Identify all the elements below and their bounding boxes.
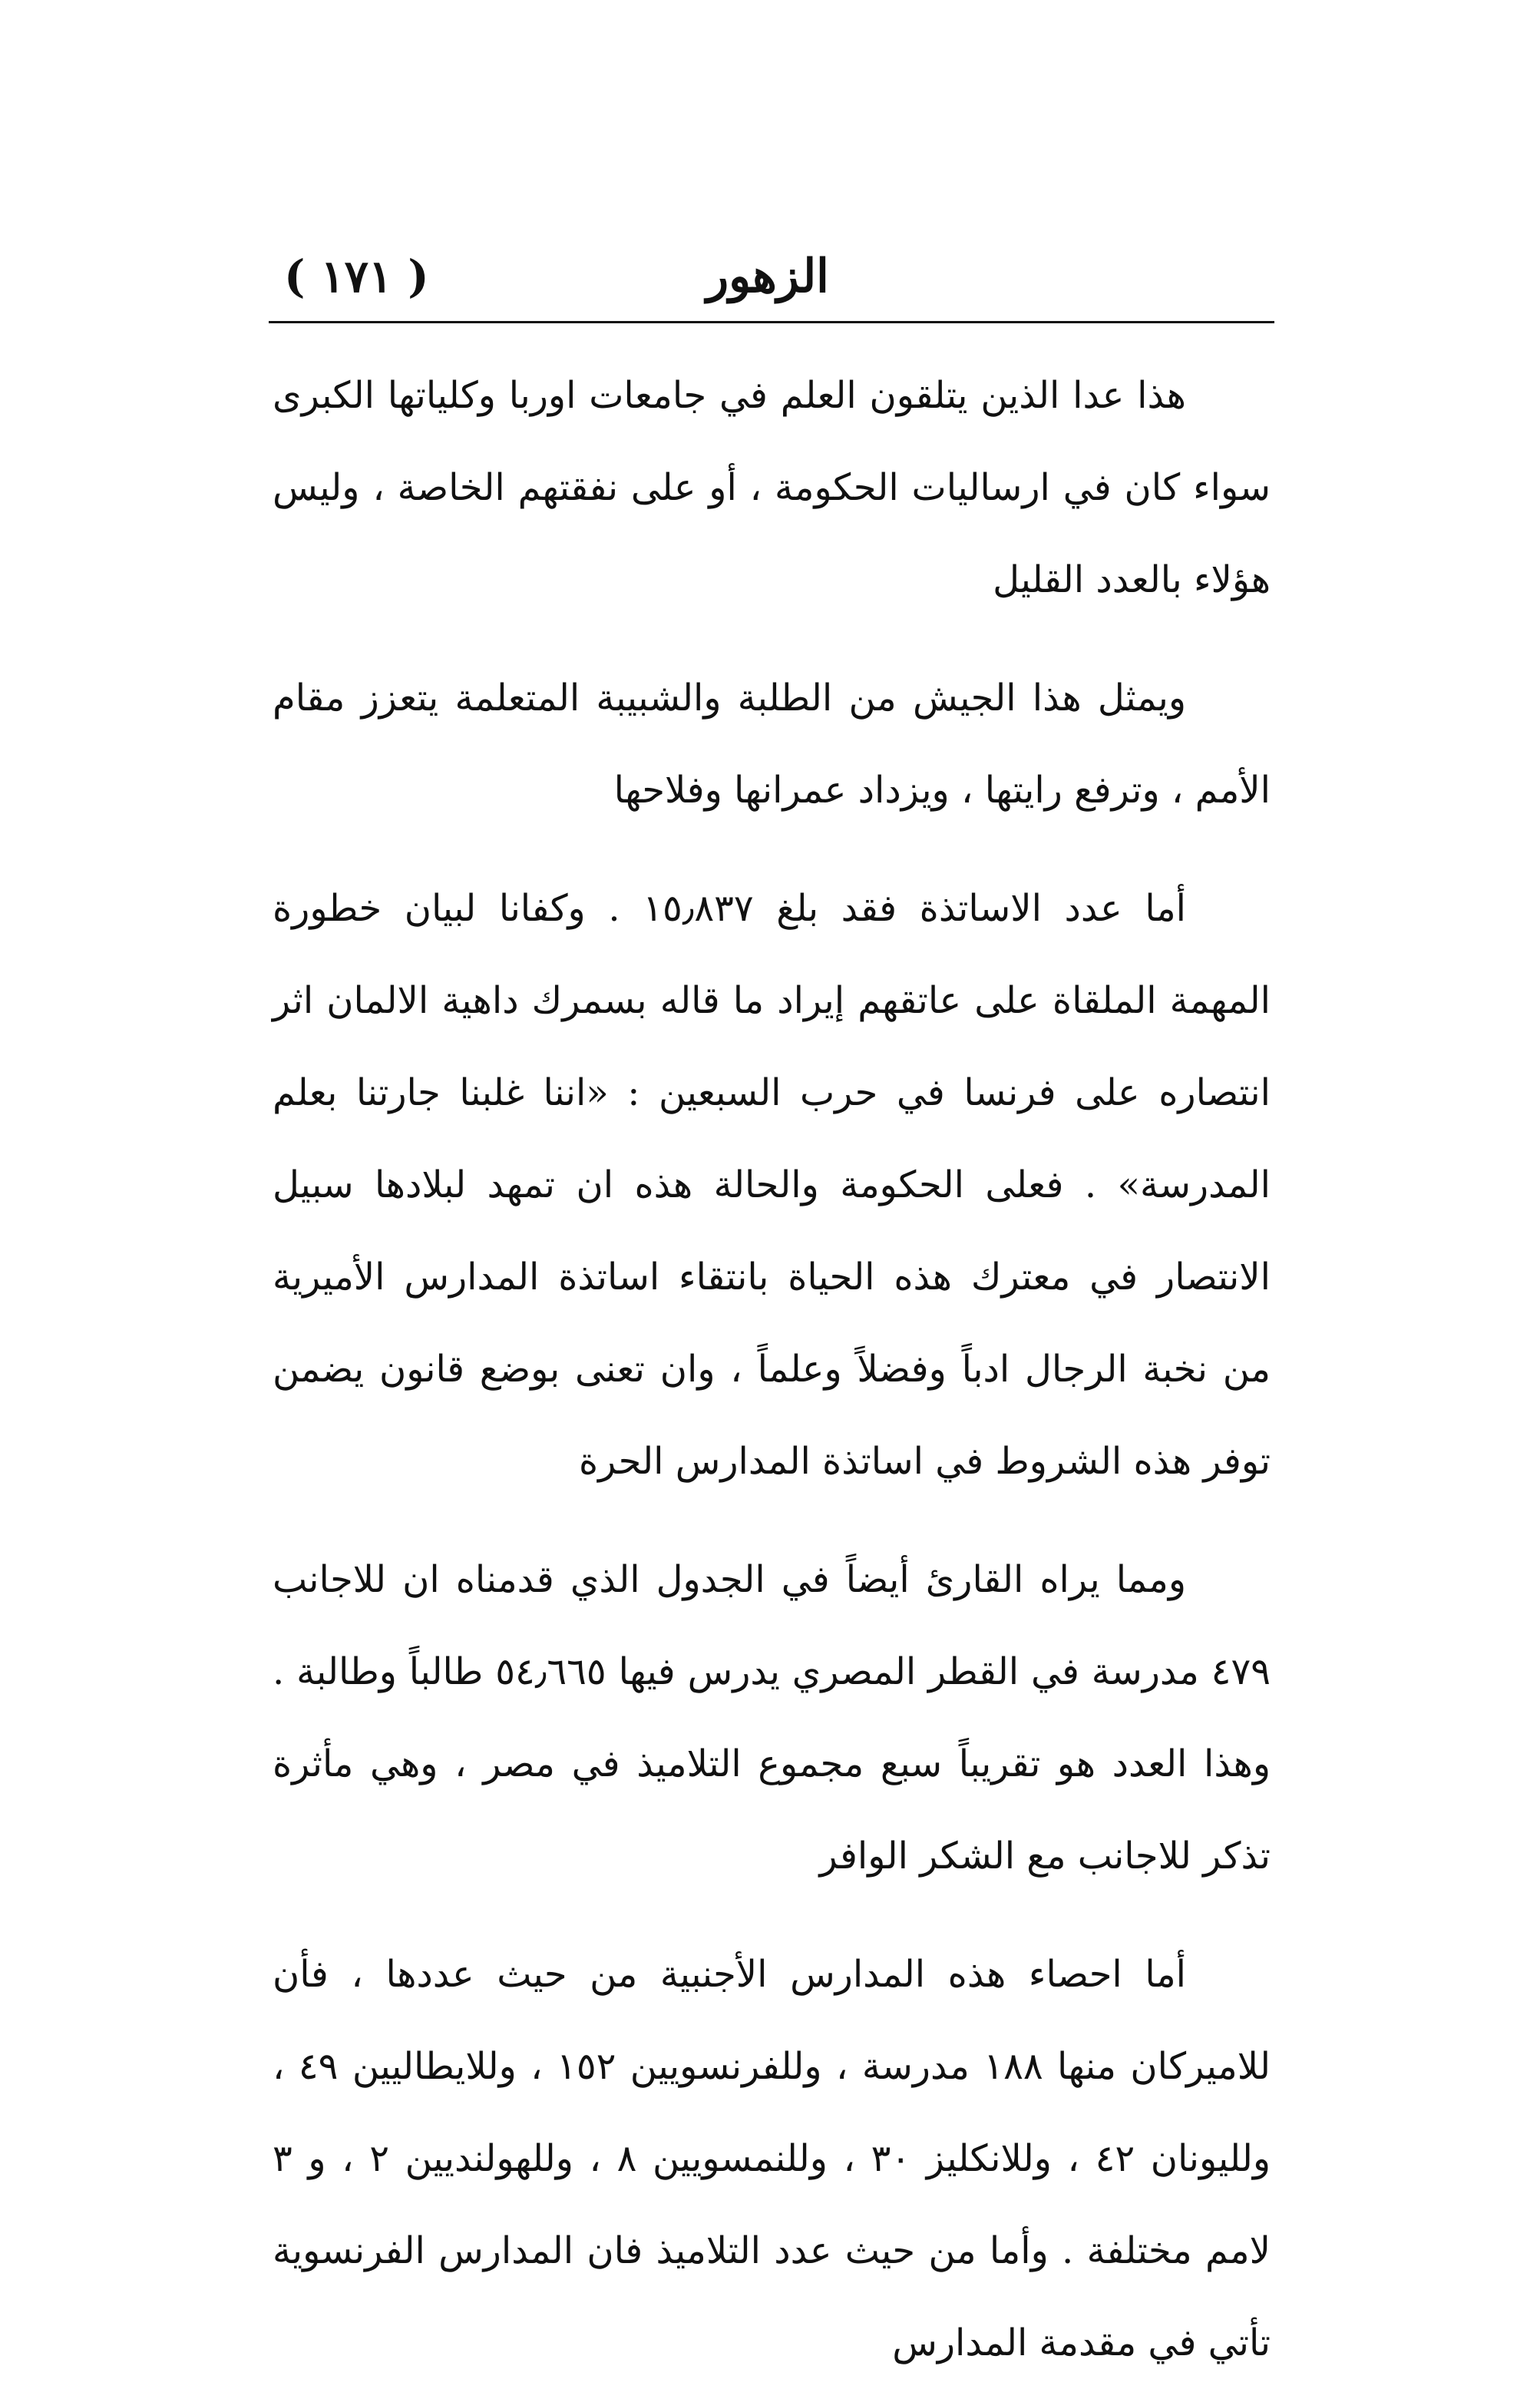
running-header xyxy=(261,230,1274,323)
paragraph-1: هذا عدا الذين يتلقون العلم في جامعات اوربا وكلياتها الكبرى سواء كان في ارساليات الحكومة ، أو على نفقتهم الخاصة ، وليس هؤلاء بالعدد القليل xyxy=(273,374,1271,601)
paragraph-4: ومما يراه القارئ أيضاً في الجدول الذي قدمناه ان للاجانب ٤٧٩ مدرسة في القطر المصري يدرس فيها ٥٤٫٦٦٥ طالباً وطالبة . وهذا العدد هو تقريباً سبع مجموع التلاميذ في مصر ، وهي مأثرة تذكر للاجانب مع الشكر الوافر xyxy=(273,1558,1271,1878)
paragraph-2: ويمثل هذا الجيش من الطلبة والشبيبة المتعلمة يتعزز مقام الأمم ، وترفع رايتها ، ويزداد عمرانها وفلاحها xyxy=(273,677,1271,812)
paragraph-5: أما احصاء هذه المدارس الأجنبية من حيث عددها ، فأن للاميركان منها ١٨٨ مدرسة ، وللفرنسويين ١٥٢ ، وللايطاليين ٤٩ ، ولليونان ٤٢ ، وللانكليز ٣٠ ، وللنمسويين ٨ ، وللهولنديين ٢ ، و ٣ لامم مختلفة . وأما من حيث عدد التلاميذ فان المدارس الفرنسوية تأتي في مقدمة المدارس xyxy=(273,1953,1271,2364)
header-rule xyxy=(269,321,1274,323)
page-number: ( ١٧١ ) xyxy=(284,250,429,303)
body-text xyxy=(273,349,1271,2389)
paragraph-3: أما عدد الاساتذة فقد بلغ ١٥٫٨٣٧ . وكفانا لبيان خطورة المهمة الملقاة على عاتقهم إيراد ما قاله بسمرك داهية الالمان اثر انتصاره على فرنسا في حرب السبعين : «اننا غلبنا جارتنا بعلم المدرسة» . فعلى الحكومة والحالة هذه ان تمهد لبلادها سبيل الانتصار في معترك هذه الحياة بانتقاء اساتذة المدارس الأميرية من نخبة الرجال ادباً وفضلاً وعلماً ، وان تعنى بوضع قانون يضمن توفر هذه الشروط في اساتذة المدارس الحرة xyxy=(273,887,1271,1483)
running-title: الزهور xyxy=(706,250,829,303)
